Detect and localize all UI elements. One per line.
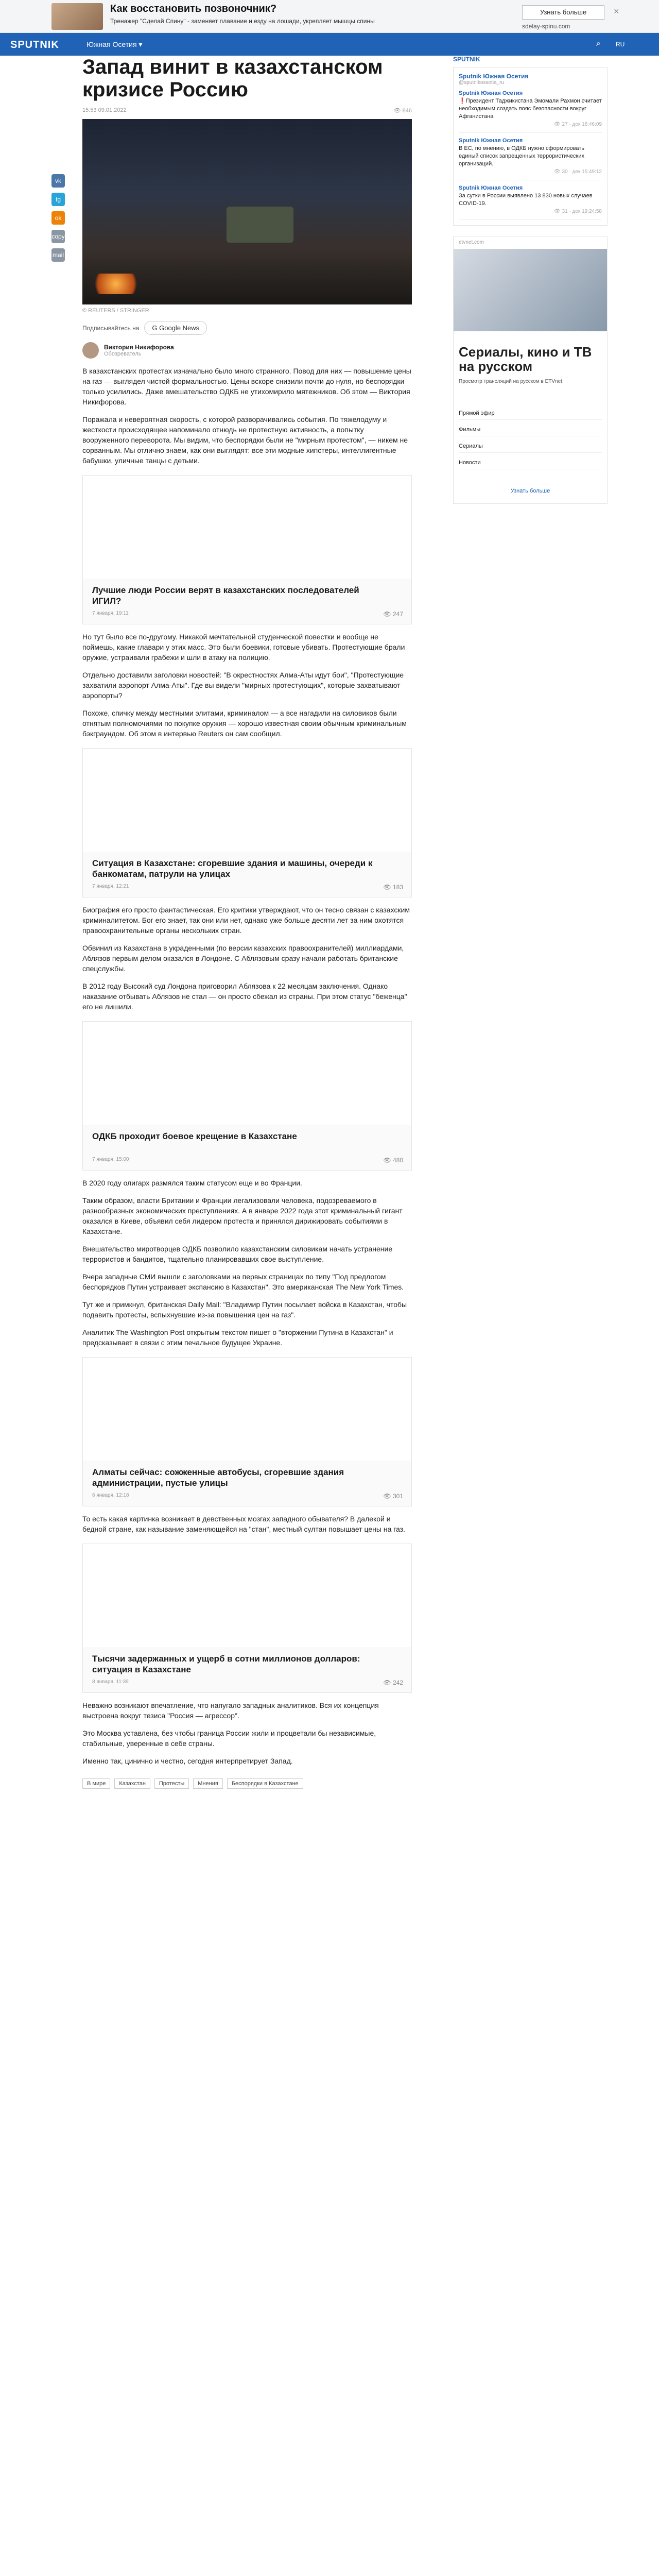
- related-card-views: 👁 301: [383, 1493, 403, 1500]
- region-selector[interactable]: Южная Осетия ▾: [86, 40, 143, 48]
- related-card[interactable]: [82, 475, 412, 624]
- ad-image[interactable]: [454, 249, 607, 331]
- paragraph: То есть какая картинка возникает в девственных мозгах западного обывателя? В далекой и бедной стране, как называние заменяющейся на "стан", местный султан повышает цены на газ.: [82, 1515, 405, 1533]
- related-card-title[interactable]: Лучшие люди России верят в казахстанских последователей ИГИЛ?: [92, 585, 359, 606]
- copy-link-icon[interactable]: copy: [51, 230, 65, 243]
- top-ad-banner[interactable]: [0, 0, 659, 33]
- paragraph: Но тут было все по-другому. Никакой мечтательной студенческой повестки и вообще не поймешь, какие главари у этих масс. Это были боевики, готовые убивать. Протестующие брали оружие, устраивали грабежи и шли в атаку на полицию.: [82, 633, 405, 662]
- site-logo[interactable]: SPUTNIK: [10, 39, 59, 50]
- author-block[interactable]: [82, 342, 443, 359]
- related-card-views: 👁 480: [383, 1157, 403, 1164]
- tag[interactable]: В мире: [82, 1778, 110, 1789]
- related-card-meta: 7 января, 19:11: [92, 611, 129, 616]
- ad-text: Просмотр трансляций на русском в ETVnet.: [459, 379, 564, 384]
- related-card-image[interactable]: [83, 1022, 411, 1125]
- mail-share-icon[interactable]: mail: [51, 248, 65, 262]
- post-time: 👁 31 · дек 19:24:58: [554, 209, 602, 214]
- related-card[interactable]: [82, 1021, 412, 1171]
- related-card-title[interactable]: Алматы сейчас: сожженные автобусы, сгоревшие здания администрации, пустые улицы: [92, 1467, 344, 1488]
- related-card[interactable]: [82, 1544, 412, 1693]
- photo-caption: © REUTERS / STRINGER: [82, 308, 149, 314]
- ad-site[interactable]: sdelay-spinu.com: [522, 23, 570, 30]
- avatar[interactable]: [82, 342, 99, 359]
- post-source: Sputnik Южная Осетия: [459, 90, 523, 96]
- channel-name[interactable]: Sputnik Южная Осетия: [459, 73, 529, 80]
- subscribe-label: Подписывайтесь на: [82, 324, 140, 332]
- search-icon[interactable]: ⌕: [596, 39, 601, 48]
- post-source: Sputnik Южная Осетия: [459, 138, 523, 144]
- subscribe-row: [82, 321, 443, 335]
- post-time: 👁 30 · дек 15:49:12: [554, 169, 602, 175]
- sidebar-ad[interactable]: [453, 236, 608, 504]
- ad-title[interactable]: Как восстановить позвоночник?: [110, 3, 277, 14]
- related-card-title[interactable]: Тысячи задержанных и ущерб в сотни миллионов долларов: ситуация в Казахстане: [92, 1654, 360, 1674]
- paragraph: Неважно возникают впечатление, что напугало западных аналитиков. Вся их концепция выстроена вокруг тезиса "Россия — агрессор".: [82, 1701, 379, 1720]
- paragraph: В казахстанских протестах изначально было много странного. Повод для них — повышение цены на газ — выглядел чистой формальностью. Цены вскоре снизили почти до нуля, но беспорядки только усилились. Даже вмешательство ОДКБ не утихомирило мятежников. Об этом — Виктория Никифорова.: [82, 367, 411, 406]
- related-card-image[interactable]: [83, 1544, 411, 1647]
- related-card-image[interactable]: [83, 1358, 411, 1461]
- fire-figure: [88, 274, 144, 294]
- article-photo: [82, 119, 412, 304]
- paragraph: В 2020 году олигарх размялся таким статусом еще и во Франции.: [82, 1179, 302, 1187]
- post-text: В ЕС, по мнению, в ОДКБ нужно сформировать единый список запрещенных террористических организаций.: [459, 145, 584, 167]
- author-name[interactable]: Виктория Никифорова: [104, 344, 174, 351]
- related-card-views: 👁 183: [383, 884, 403, 891]
- paragraph: Именно так, цинично и честно, сегодня интерпретирует Запад.: [82, 1757, 293, 1765]
- article-views: 👁 846: [393, 108, 412, 114]
- ad-label[interactable]: etvnet.com: [459, 240, 484, 245]
- ad-row[interactable]: Сериалы: [459, 439, 602, 453]
- post-source: Sputnik Южная Осетия: [459, 185, 523, 191]
- paragraph: Аналитик The Washington Post открытым текстом пишет о "вторжении Путина в Казахстан" и предсказывает в связи с этим печальное будущее Украине.: [82, 1328, 393, 1347]
- share-bar: [51, 174, 65, 267]
- telegram-share-icon[interactable]: tg: [51, 193, 65, 206]
- ad-row[interactable]: Новости: [459, 456, 602, 469]
- tag[interactable]: Беспорядки в Казахстане: [227, 1778, 303, 1789]
- paragraph: Отдельно доставили заголовки новостей: "В окрестностях Алма-Аты идут бои", "Протестующие захватили аэропорт Алма-Аты". Где вы видели "мирных протестующих", которые захватывают аэропорты?: [82, 671, 404, 700]
- post-text: ❗️Президент Таджикистана Эмомали Рахмон считает необходимым создать пояс безопасности вокруг Афганистана: [459, 98, 602, 120]
- vk-share-icon[interactable]: vk: [51, 174, 65, 188]
- google-news-button[interactable]: G Google News: [144, 321, 207, 335]
- tag[interactable]: Протесты: [154, 1778, 189, 1789]
- ad-title[interactable]: Сериалы, кино и ТВ на русском: [459, 344, 592, 374]
- ad-row[interactable]: Прямой эфир: [459, 406, 602, 420]
- paragraph: В 2012 году Высокий суд Лондона приговорил Аблязова к 22 месяцам заключения. Однако наказание отбывать Аблязов не стал — он просто сбежал из страны. При этом статус "беженца" его не лишили.: [82, 982, 407, 1011]
- article-meta: [82, 107, 412, 114]
- post-text: За сутки в России выявлено 13 830 новых случаев COVID-19.: [459, 193, 593, 207]
- related-card-image[interactable]: [83, 749, 411, 852]
- author-role: Обозреватель: [104, 351, 142, 357]
- related-card[interactable]: [82, 1357, 412, 1506]
- related-card-title[interactable]: Ситуация в Казахстане: сгоревшие здания и машины, очереди к банкоматам, патрули на улицах: [92, 858, 373, 879]
- post-time: 👁 27 · дек 18:46:09: [554, 122, 602, 127]
- channel-handle[interactable]: @sputnikossetia_ru: [459, 80, 504, 86]
- related-card-meta: 7 января, 15:00: [92, 1157, 129, 1162]
- article-date: 15:53 09.01.2022: [82, 107, 127, 113]
- paragraph: Вчера западные СМИ вышли с заголовками на первых страницах по типу "Под предлогом беспорядков Путин устраивает экспансию в Казахстан". Это американская The New York Times.: [82, 1273, 404, 1291]
- paragraph: Поражала и невероятная скорость, с которой разворачивались события. По тяжелодуму и жесткости происходящее напоминало отнюдь не протестную активность, а попытку вооруженного переворота. Мы видим, что беспорядки были не "мирным протестом", — никем не сорванным. Мы отлично знаем, как они выглядят: все эти модные хипстеры, интеллигентные бабушки, уличные танцы с детьми.: [82, 415, 408, 465]
- ad-button[interactable]: Узнать больше: [510, 488, 550, 494]
- paragraph: Тут же и примкнул, британская Daily Mail: "Владимир Путин посылает войска в Казахстан, чтобы подавить протесты, вспыхнувшие из-за повышения цен на газ".: [82, 1300, 407, 1319]
- tag[interactable]: Казахстан: [114, 1778, 150, 1789]
- paragraph: Это Москва уставлена, без чтобы граница России жили и процветали бы независимые, стабильные, уверенные в себе страны.: [82, 1729, 376, 1748]
- paragraph: Таким образом, власти Британии и Франции легализовали человека, подозреваемого в разнообразных экономических преступлениях. А в январе 2022 года этот криминальный гигант оказался в Киеве, объявил себя лидером протеста и принялся дирижировать событиями в Казахстане.: [82, 1196, 403, 1235]
- article: [51, 56, 443, 1789]
- ad-image[interactable]: [51, 3, 103, 30]
- armored-vehicle-figure: [227, 207, 293, 243]
- paragraph: Биография его просто фантастическая. Его критики утверждают, что он тесно связан с казахским криминалитетом. Бог его знает, так они или нет, однако уже больше десяти лет за ним охотятся правоохранительные органы нескольких стран.: [82, 906, 410, 935]
- paragraph: Обвинил из Казахстана в украденными (по версии казахских правоохранителей) миллиардами, Аблязов первым делом оказался в Лондоне. С Аблязовым сразу начали работать британские спецслужбы.: [82, 944, 404, 973]
- paragraph: Внешательство миротворцев ОДКБ позволило казахстанским силовикам начать устранение террористов и бандитов, тщательно планировавших свое выступление.: [82, 1245, 393, 1263]
- telegram-post[interactable]: [459, 86, 602, 133]
- ad-button[interactable]: Узнать больше: [522, 5, 604, 20]
- related-card-title[interactable]: ОДКБ проходит боевое крещение в Казахстане: [92, 1131, 297, 1141]
- related-card-views: 👁 242: [383, 1679, 403, 1686]
- tag-list: [82, 1778, 443, 1789]
- paragraph: Похоже, спичку между местными элитами, криминалом — а все нагадили на силовиков были отнятым полномочиями по покупке оружия — хорошо известная своим обычным криминальным бэкграундом. Об этом в интервью Reuters он сам сообщил.: [82, 709, 407, 738]
- ad-text: Тренажер "Сделай Спину" - заменяет плавание и езду на лошади, укрепляет мышцы спины: [110, 18, 375, 25]
- telegram-widget: [453, 67, 608, 226]
- site-header: [0, 33, 659, 56]
- ad-row[interactable]: Фильмы: [459, 423, 602, 436]
- telegram-post[interactable]: [459, 180, 602, 220]
- ok-share-icon[interactable]: ok: [51, 211, 65, 225]
- close-icon[interactable]: ×: [614, 6, 619, 16]
- article-title: Запад винит в казахстанском кризисе Россию: [82, 56, 383, 101]
- related-card[interactable]: [82, 748, 412, 897]
- related-card-meta: 6 января, 12:18: [92, 1493, 129, 1498]
- language-selector[interactable]: RU: [616, 41, 625, 48]
- tag[interactable]: Мнения: [193, 1778, 223, 1789]
- sidebar: [453, 56, 608, 504]
- related-card-meta: 8 января, 11:39: [92, 1679, 129, 1685]
- related-card-image[interactable]: [83, 476, 411, 579]
- telegram-post[interactable]: [459, 133, 602, 180]
- related-card-meta: 7 января, 12:21: [92, 884, 129, 889]
- telegram-widget-title[interactable]: SPUTNIK: [453, 56, 480, 63]
- related-card-views: 👁 247: [383, 611, 403, 618]
